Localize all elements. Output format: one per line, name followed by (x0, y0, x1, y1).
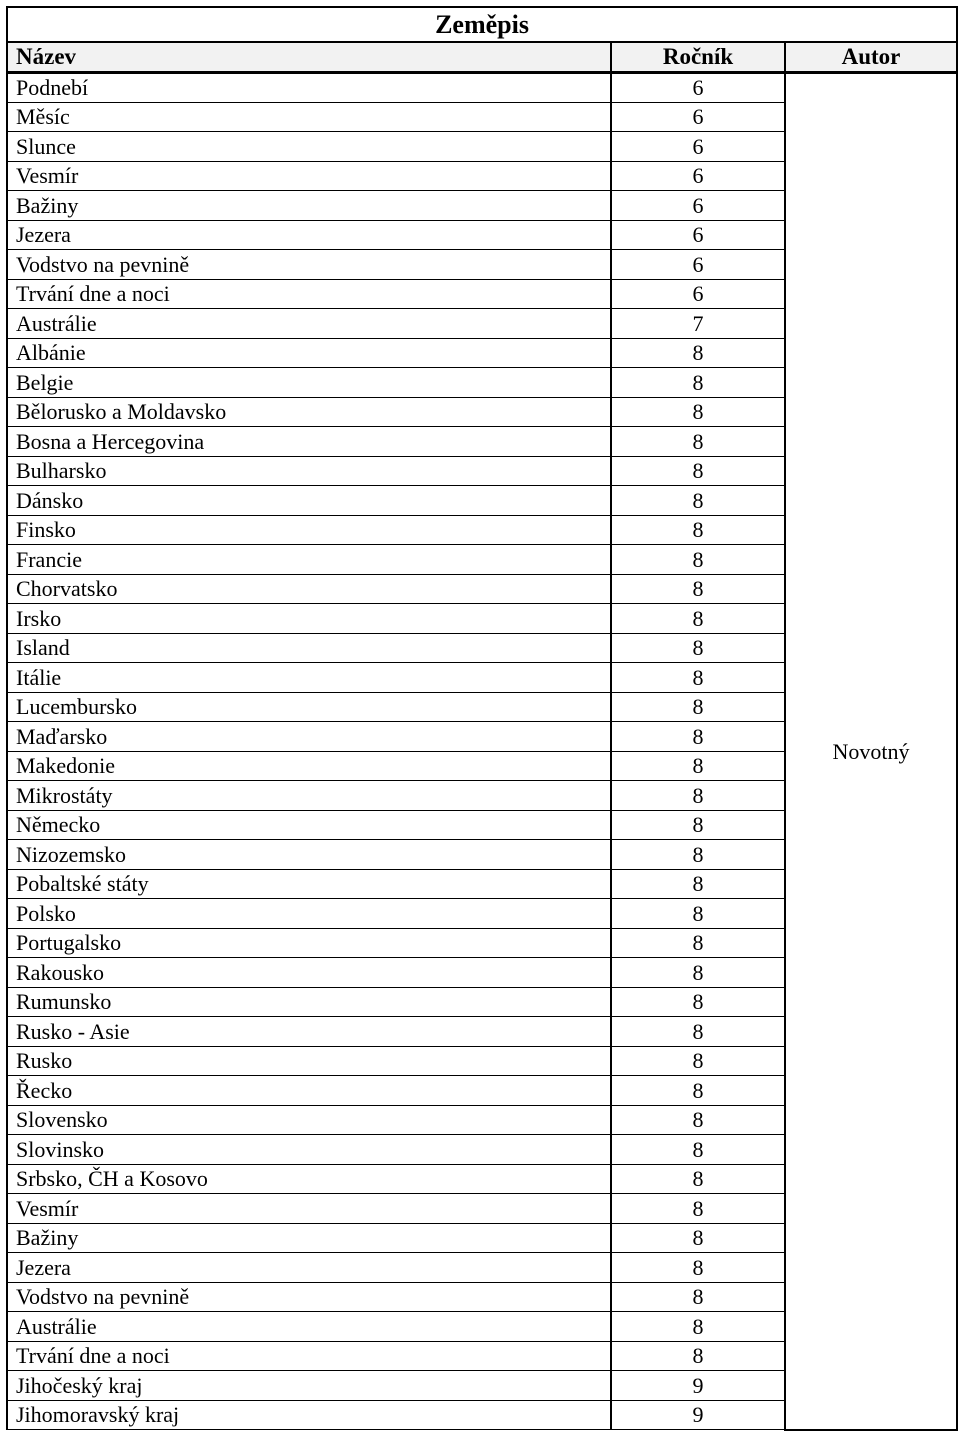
row-name-cell: Mikrostáty (7, 781, 611, 811)
row-grade-cell: 8 (611, 368, 785, 398)
row-name-cell: Portugalsko (7, 928, 611, 958)
row-name-cell: Lucembursko (7, 692, 611, 722)
column-header-name: Název (7, 42, 611, 73)
row-name-cell: Trvání dne a noci (7, 1341, 611, 1371)
row-grade-cell: 8 (611, 1341, 785, 1371)
row-grade-cell: 6 (611, 161, 785, 191)
row-grade-cell: 6 (611, 73, 785, 103)
table-header-row (7, 42, 957, 73)
row-grade-cell: 6 (611, 250, 785, 280)
row-grade-cell: 8 (611, 1135, 785, 1165)
table-row (7, 73, 957, 103)
row-name-cell: Austrálie (7, 1312, 611, 1342)
row-name-cell: Jezera (7, 220, 611, 250)
geography-table (6, 6, 958, 1431)
row-name-cell: Jihočeský kraj (7, 1371, 611, 1401)
row-name-cell: Srbsko, ČH a Kosovo (7, 1164, 611, 1194)
row-grade-cell: 8 (611, 1312, 785, 1342)
row-grade-cell: 8 (611, 1046, 785, 1076)
row-grade-cell: 8 (611, 692, 785, 722)
row-name-cell: Bělorusko a Moldavsko (7, 397, 611, 427)
row-grade-cell: 6 (611, 220, 785, 250)
row-grade-cell: 8 (611, 1017, 785, 1047)
row-name-cell: Rusko - Asie (7, 1017, 611, 1047)
column-header-author: Autor (785, 42, 957, 73)
row-grade-cell: 8 (611, 574, 785, 604)
row-name-cell: Pobaltské státy (7, 869, 611, 899)
row-grade-cell: 8 (611, 515, 785, 545)
row-name-cell: Jihomoravský kraj (7, 1400, 611, 1430)
row-name-cell: Itálie (7, 663, 611, 693)
row-grade-cell: 8 (611, 987, 785, 1017)
column-header-grade: Ročník (611, 42, 785, 73)
row-grade-cell: 9 (611, 1371, 785, 1401)
row-grade-cell: 8 (611, 456, 785, 486)
row-grade-cell: 8 (611, 1194, 785, 1224)
row-grade-cell: 8 (611, 633, 785, 663)
row-name-cell: Belgie (7, 368, 611, 398)
row-grade-cell: 8 (611, 928, 785, 958)
row-grade-cell: 8 (611, 1223, 785, 1253)
row-name-cell: Jezera (7, 1253, 611, 1283)
row-grade-cell: 8 (611, 840, 785, 870)
row-name-cell: Chorvatsko (7, 574, 611, 604)
row-name-cell: Slovensko (7, 1105, 611, 1135)
row-grade-cell: 8 (611, 1105, 785, 1135)
row-name-cell: Vodstvo na pevnině (7, 1282, 611, 1312)
row-grade-cell: 8 (611, 427, 785, 457)
row-name-cell: Albánie (7, 338, 611, 368)
row-name-cell: Bažiny (7, 1223, 611, 1253)
row-grade-cell: 7 (611, 309, 785, 339)
row-grade-cell: 9 (611, 1400, 785, 1430)
row-grade-cell: 8 (611, 781, 785, 811)
row-grade-cell: 6 (611, 102, 785, 132)
row-grade-cell: 8 (611, 1164, 785, 1194)
row-name-cell: Vesmír (7, 161, 611, 191)
row-name-cell: Finsko (7, 515, 611, 545)
row-name-cell: Vesmír (7, 1194, 611, 1224)
row-name-cell: Dánsko (7, 486, 611, 516)
row-name-cell: Trvání dne a noci (7, 279, 611, 309)
row-name-cell: Řecko (7, 1076, 611, 1106)
row-name-cell: Podnebí (7, 73, 611, 103)
row-grade-cell: 8 (611, 338, 785, 368)
row-name-cell: Bažiny (7, 191, 611, 221)
row-grade-cell: 8 (611, 604, 785, 634)
row-name-cell: Nizozemsko (7, 840, 611, 870)
row-grade-cell: 8 (611, 899, 785, 929)
row-grade-cell: 8 (611, 545, 785, 575)
row-name-cell: Austrálie (7, 309, 611, 339)
row-grade-cell: 8 (611, 486, 785, 516)
row-name-cell: Rusko (7, 1046, 611, 1076)
row-name-cell: Slunce (7, 132, 611, 162)
row-name-cell: Makedonie (7, 751, 611, 781)
row-name-cell: Polsko (7, 899, 611, 929)
row-grade-cell: 8 (611, 1253, 785, 1283)
table-title-row (7, 7, 957, 42)
row-grade-cell: 8 (611, 751, 785, 781)
row-grade-cell: 6 (611, 191, 785, 221)
row-grade-cell: 6 (611, 279, 785, 309)
row-grade-cell: 8 (611, 958, 785, 988)
row-grade-cell: 8 (611, 397, 785, 427)
row-name-cell: Irsko (7, 604, 611, 634)
row-name-cell: Francie (7, 545, 611, 575)
row-name-cell: Rakousko (7, 958, 611, 988)
row-name-cell: Island (7, 633, 611, 663)
row-name-cell: Vodstvo na pevnině (7, 250, 611, 280)
row-grade-cell: 6 (611, 132, 785, 162)
row-grade-cell: 8 (611, 1076, 785, 1106)
row-name-cell: Měsíc (7, 102, 611, 132)
row-name-cell: Rumunsko (7, 987, 611, 1017)
row-grade-cell: 8 (611, 1282, 785, 1312)
author-cell: Novotný (785, 73, 957, 1430)
row-name-cell: Bosna a Hercegovina (7, 427, 611, 457)
row-grade-cell: 8 (611, 663, 785, 693)
table-title: Zeměpis (7, 7, 957, 42)
row-name-cell: Slovinsko (7, 1135, 611, 1165)
row-name-cell: Maďarsko (7, 722, 611, 752)
row-name-cell: Německo (7, 810, 611, 840)
row-grade-cell: 8 (611, 722, 785, 752)
table-body (7, 73, 957, 1430)
row-name-cell: Bulharsko (7, 456, 611, 486)
row-grade-cell: 8 (611, 869, 785, 899)
row-grade-cell: 8 (611, 810, 785, 840)
